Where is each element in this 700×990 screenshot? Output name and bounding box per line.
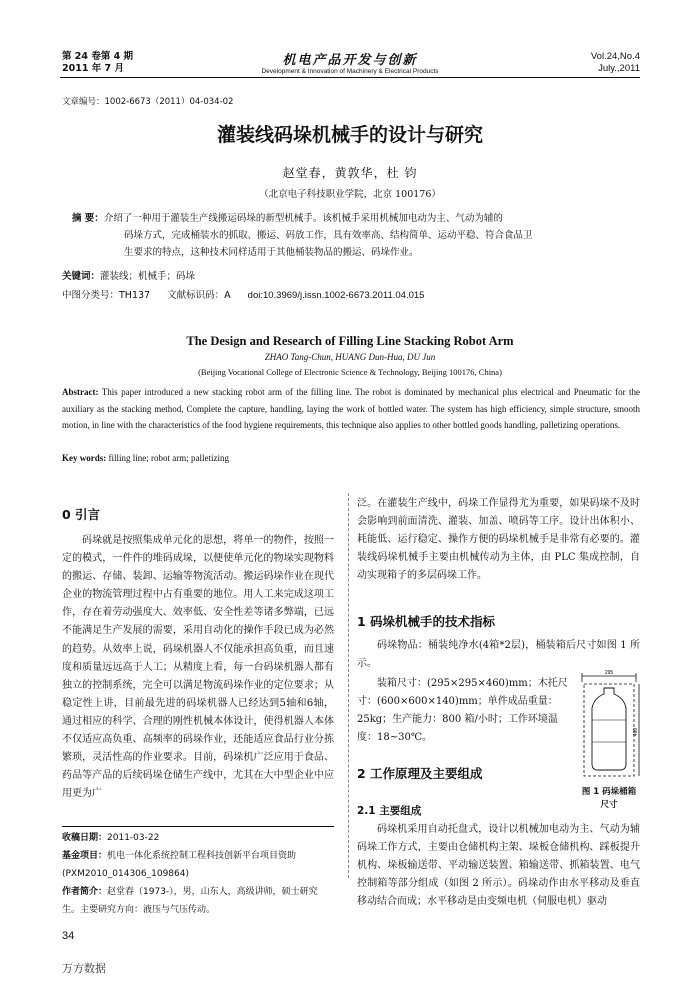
section-1-paragraph-1: 码垛物品：桶装纯净水(4箱*2层)，桶装箱后尺寸如图 1 所示。 [357,640,640,670]
clc-number: 中图分类号：TH137 [62,290,151,301]
header-volume-en: Vol.24,No.4 [590,51,640,62]
figure-1-caption-tail: 尺寸 [600,800,618,810]
keywords-cn-label: 关键词： [62,271,101,282]
received-date: 2011-03-22 [107,833,160,843]
keywords-en-label: Key words: [62,453,107,463]
header-date-cn: 2011 年 7 月 [62,63,124,74]
page-number: 34 [62,930,75,942]
section-1-specs [357,675,569,747]
abstract-en [62,384,640,434]
header-issue-en [591,51,640,75]
section-2-paragraph-1: 码垛机采用自动托盘式，设计以机械加电动为主、气动为辅码垛工作方式，主要由仓储机构主架、垛板仓储机构、踩板提升机构、垛板输送带、平动输送装置、箱输送带、抓箱装置、电气控制箱等部分组成（如图 2 所示）。码垛动作由水平移动及垂直移动结合而成；水平移动是由变频电机（伺服电机）驱动 [357,824,640,908]
abstract-cn-line1: 介绍了一种用于灌装生产线搬运码垛的新型机械手。该机械手采用机械加电动为主、气动为辅的 [103,213,503,224]
journal-title-cn: 机电产品开发与创新 [282,53,418,68]
received-label: 收稿日期： [62,833,108,843]
fund-text: 机电一体化系统控制工程科技创新平台项目资助(PXM2010_014306_109864) [62,851,297,879]
abstract-cn-line2: 码垛方式，完成桶装水的抓取、搬运、码放工作，具有效率高、结构简单、运动平稳、符合食品卫 [124,230,533,241]
authors-cn: 赵堂春，黄敦华，杜 钧 [282,166,418,180]
section-1-paragraph-2: 装箱尺寸：(295×295×460)mm；木托尺寸：(600×600×140)mm；单件成品重量：25kg；生产能力：800 箱/小时；工作环境温度：18~30℃。 [357,678,568,744]
affiliation-en: (Beijing Vocational College of Electronic Science & Technology, Beijing 100176, China) [198,367,502,377]
keywords-en [62,453,229,463]
section-2-body [357,821,640,911]
doi: doi:10.3969/j.issn.1002-6673.2011.04.015 [247,290,425,301]
header-issue [62,51,133,75]
authors-en: ZHAO Tang-Chun, HUANG Dun-Hua, DU Jun [264,352,436,362]
keywords-en-text: filling line; robot arm; palletizing [106,453,229,463]
fund-label: 基金项目： [62,851,108,861]
paper-title-en: The Design and Research of Filling Line Stacking Robot Arm [186,334,514,348]
section-1-intro [357,637,640,673]
left-column-body [62,532,334,803]
figure-1-caption-label: 图 1 码垛桶箱 [581,787,637,797]
abstract-en-label: Abstract: [62,387,99,397]
header-rule [60,77,640,78]
section-0-paragraph: 码垛就是按照集成单元化的思想，将单一的物件，按照一定的模式，一件件的堆码成垛，以便使单元化的物垛实现物料的搬运、存储、装卸、运输等物流活动。搬运码垛作业在现代企业的物流管理过程中占有重要的地位。用人工来完成这项工作，存在着劳动强度大、效率低、安全性差等诸多弊端，已远不能满足生产发展的需要，采用自动化的操作手段已成为必然的趋势。从效率上说，码垛机器人不仅能承担高负重，而且速度和质量远远高于人工；从精度上看，每一台码垛机器人都有独立的控制系统，完全可以满足物流码垛作业的定位要求；从稳定性上讲，目前最先进的码垛机器人已经达到5轴和6轴，通过相应的科学、合理的刚性机械本体设计，使得机器人本体不仅适应高负重、高频率的码垛作业，还能适应食品行业分拣繁琐，灵活性高的作业要求。目前，码垛机广泛应用于食品、药品等产品的后续码垛仓储生产线中，尤其在大中型企业中应用更为广 [62,535,334,800]
abstract-cn-label: 摘 要： [72,213,104,224]
article-number: 文章编号：1002-6673（2011）04-034-02 [62,97,234,107]
footnotes [62,829,334,919]
classification-line [62,287,438,301]
header-journal [220,49,480,75]
watermark: 万方数据 [62,962,106,975]
figure-1-bottle-drawing [578,670,642,784]
section-0-continuation: 泛。在灌装生产线中，码垛工作显得尤为重要，如果码垛不及时会影响到前面清洗、灌装、加盖、喷码等工序。设计出体积小、耗能低、运行稳定、操作方便的码垛机械手是非常有必要的。灌装线码垛机械手主要由机械传动为主体，由 PLC 集成控制，自动实现箱子的多层码垛工作。 [357,498,640,582]
paper-title-cn: 灌装线码垛机械手的设计与研究 [216,124,483,146]
header-volume-cn: 第 24 卷第 4 期 [62,51,134,62]
water-bottle-icon [592,688,626,770]
journal-title-en: Development & Innovation of Machinery & Electrical Products [261,68,439,75]
fig-dim-height: 460 [633,727,639,737]
fig-dim-width: 295 [604,670,614,676]
abstract-en-text: This paper introduced a new stacking robot arm of the filling line. The robot is dominated by mechanical plus electrical and Pneumatic for the auxiliary as the stacking method, Complete the capture, handling, laying the work of bottled water. The system has high efficiency, simple structure, smooth motion, in line with the characteristics of the food hygiene requirements, this technique also applies to other bottled goods handling, palletizing operations. [62,387,640,430]
keywords-cn-text: 灌装线；机械手；码垛 [100,271,196,282]
abstract-cn [72,210,642,261]
figure-1-caption [573,786,645,812]
abstract-cn-line3: 生要求的特点，这种技术同样适用于其他桶装物品的搬运、码垛作业。 [124,247,419,258]
right-column-continuation [357,495,640,585]
section-1-heading: 1 码垛机械手的技术指标 [357,614,496,629]
section-2-1-heading: 2.1 主要组成 [357,805,422,817]
affiliation-cn: （北京电子科技职业学院，北京 100176） [259,189,441,200]
column-divider [348,493,349,878]
document-code: 文献标识码：A [167,290,231,301]
author-bio-label: 作者简介： [62,887,108,897]
author-bio-text: 赵堂春（1973-），男，山东人，高级讲师，硕士研究生。主要研究方向：液压与气压传动。 [62,887,318,915]
section-0-heading: 0 引言 [62,507,101,522]
fig-box-outline [584,684,634,776]
header-date-en: July.,2011 [598,63,640,74]
keywords-cn [62,268,195,282]
section-2-heading: 2 工作原理及主要组成 [357,766,483,781]
footnote-rule [62,826,334,827]
